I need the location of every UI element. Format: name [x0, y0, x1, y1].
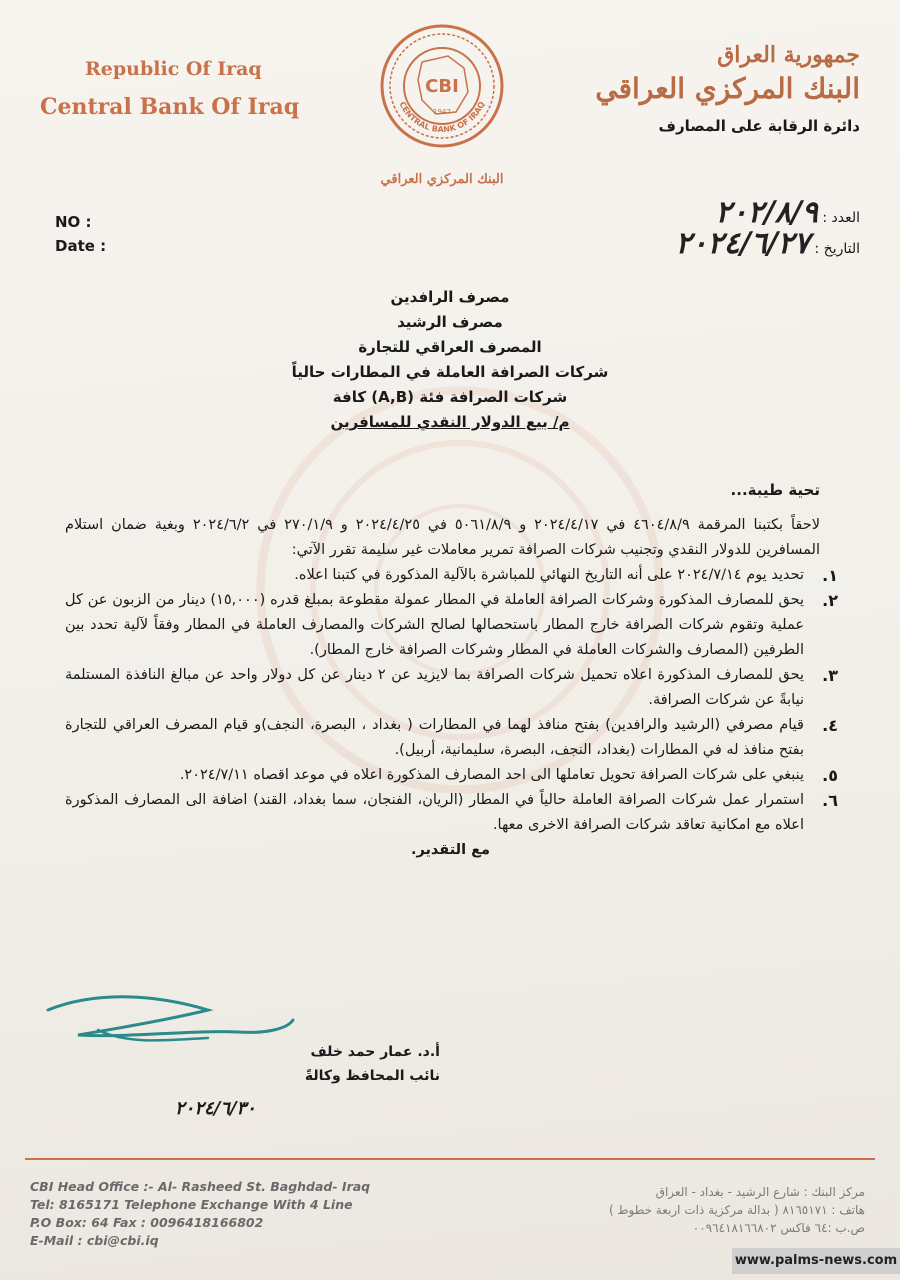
- addressee: مصرف الرشيد: [397, 313, 503, 331]
- date-label: Date :: [55, 237, 107, 255]
- logo-year: 1947: [433, 108, 451, 116]
- footer-email: E-Mail : cbi@cbi.iq: [30, 1233, 159, 1248]
- item-text: قيام مصرفي (الرشيد والرافدين) بفتح منافذ لهما في المطارات ( بغداد ، البصرة، النجف)و قيام المصرف العراقي للتجارة بفتح منافذ له في المطارات (بغداد، النجف، البصرة، سليمانية، أربيل).: [65, 717, 804, 758]
- list-item: [65, 713, 838, 763]
- logo-arabic: البنك المركزي العراقي: [380, 172, 504, 187]
- footer-arabic: [609, 1183, 865, 1237]
- item-text: استمرار عمل شركات الصرافة العاملة حالياً في المطار (الريان، الفنجان، سما بغداد، القند) اضافة الى المصارف المذكورة اعلاه مع امكانية تعاقد شركات الصرافة الاخرى معها.: [65, 792, 804, 833]
- addressee: شركات الصرافة فئة (A,B) كافة: [332, 388, 568, 406]
- signature-date: ٢٠٢٤/٦/٣٠: [175, 1098, 256, 1119]
- cbi-logo: [378, 22, 506, 198]
- reference-labels-en: [55, 210, 106, 258]
- closing: مع التقدير.: [410, 842, 490, 858]
- item-text: ينبغي على شركات الصرافة تحويل تعاملها الى احد المصارف المذكورة اعلاه في موعد اقصاه ٢٠٢٤/٧/١١.: [179, 767, 804, 783]
- addressee: مصرف الرافدين: [390, 288, 510, 306]
- subject: م/ بيع الدولار النقدي للمسافرين: [330, 413, 570, 431]
- intro-paragraph: لاحقاً بكتبنا المرقمة ٤٦٠٤/٨/٩ في ٢٠٢٤/٤/١٧ و ٥٠٦١/٨/٩ في ٢٠٢٤/٤/٢٥ و ٢٧٠/١/٩ في ٢٠٢٤/٦/٢ وبغية ضمان استلام المسافرين للدولار النقدي وتجنيب شركات الصرافة تمرير معاملات غير سليمة تقرر الآتي:: [65, 517, 820, 558]
- item-text: يحق للمصارف المذكورة اعلاه تحميل شركات الصرافة بما لايزيد عن ٢ دينار عن كل دولار واحد عن مبالغ النافذة المستلمة نيابةً عن شركات الصرافة.: [65, 667, 805, 708]
- list-item: [65, 563, 838, 588]
- ar-date-label: التاريخ :: [814, 241, 860, 257]
- reference-number: ٢٠٢/٨/٩: [715, 195, 818, 230]
- english-letterhead: [40, 58, 299, 120]
- item-number: ٤.: [822, 716, 838, 735]
- republic-ar: جمهورية العراق: [717, 42, 860, 68]
- item-text: تحديد يوم ٢٠٢٤/٧/١٤ على أنه التاريخ النهائي للمباشرة بالآلية المذكورة في كتبنا اعلاه.: [294, 567, 804, 583]
- no-label: NO :: [55, 213, 92, 231]
- letter-body: [65, 478, 838, 863]
- footer-ar-po-box: ص.ب :٦٤ فاكس ٠٠٩٦٤١٨١٦٦٨٠٢: [692, 1221, 865, 1235]
- footer-phone: Tel: 8165171 Telephone Exchange With 4 Line: [30, 1197, 353, 1212]
- item-number: ١.: [822, 566, 838, 585]
- item-number: ٣.: [822, 666, 838, 685]
- greeting: تحية طيبة...: [730, 481, 820, 499]
- item-number: ٢.: [822, 591, 838, 610]
- footer-po-box: P.O Box: 64 Fax : 0096418166802: [30, 1215, 264, 1230]
- reference-ar: [675, 195, 860, 262]
- item-text: يحق للمصارف المذكورة وشركات الصرافة العاملة في المطار عمولة مقطوعة بمبلغ قدره (١٥,٠٠٠) دينار من الزبون عن كل عملية وتقوم شركات الصرافة خارج المطار باستحصالها لصالح الشركات والمصارف العاملة في المطار وفقاً لآلية تحدد بين الطرفين (المصارف والشركات العاملة في المطار وشركات الصرافة خارج المطار).: [65, 592, 805, 658]
- signer-block: [0, 1040, 440, 1088]
- list-item: [65, 763, 838, 788]
- item-number: ٥.: [822, 766, 838, 785]
- footer-divider: [25, 1158, 875, 1160]
- department: دائرة الرقابة على المصارف: [658, 117, 860, 135]
- footer-english: [30, 1178, 370, 1250]
- footer-ar-phone: هاتف : ٨١٦٥١٧١ ( بدالة مركزية ذات اربعة خطوط ): [608, 1203, 865, 1217]
- svg-text:CENTRAL BANK OF IRAQ: [397, 100, 486, 134]
- signer-name: أ.د. عمار حمد خلف: [310, 1044, 440, 1060]
- list-item: [65, 788, 838, 838]
- list-item: [65, 588, 838, 663]
- ar-no-label: العدد :: [822, 210, 860, 226]
- republic-en: Republic Of Iraq: [85, 58, 262, 80]
- arabic-letterhead: [595, 42, 860, 135]
- logo-ring-text: CENTRAL BANK OF IRAQ: [397, 100, 487, 135]
- addressee: شركات الصرافة العاملة في المطارات حالياً: [291, 363, 609, 381]
- logo-text: CBI: [425, 76, 459, 97]
- addressee: المصرف العراقي للتجارة: [358, 338, 542, 356]
- list-item: [65, 663, 838, 713]
- website-watermark: www.palms-news.com: [732, 1248, 900, 1274]
- addressees: [0, 285, 900, 435]
- bank-name-en: Central Bank Of Iraq: [40, 94, 300, 120]
- bank-name-ar: البنك المركزي العراقي: [595, 72, 860, 105]
- reference-date: ٢٠٢٤/٦/٢٧: [675, 226, 811, 261]
- cbi-seal-icon: [378, 22, 506, 162]
- signer-title: نائب المحافظ وكالةً: [304, 1068, 440, 1084]
- footer-address: CBI Head Office :- Al- Rasheed St. Baghdad- Iraq: [30, 1179, 371, 1194]
- footer-ar-address: مركز البنك : شارع الرشيد - بغداد - العراق: [655, 1185, 865, 1199]
- item-number: ٦.: [822, 791, 838, 810]
